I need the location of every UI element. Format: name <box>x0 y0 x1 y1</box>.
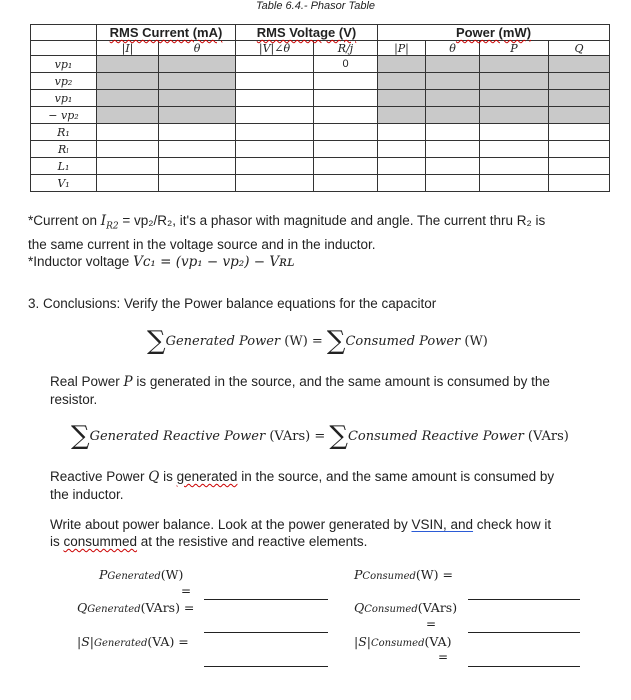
table-cell <box>426 124 480 141</box>
table-cell <box>159 141 236 158</box>
table-cell <box>549 175 610 192</box>
sum-symbol: ∑ <box>329 421 348 451</box>
table-cell <box>549 158 610 175</box>
table-cell <box>97 141 159 158</box>
table-cell <box>159 73 236 90</box>
write-about-paragraph <box>50 516 610 550</box>
table-cell <box>159 107 236 124</box>
row-label: − vp₂ <box>31 107 97 124</box>
para-text: is <box>159 469 177 484</box>
table-cell <box>236 175 314 192</box>
table-cell <box>97 107 159 124</box>
para-text: in the source, and the same amount is consumed by <box>237 469 555 484</box>
note-text: the same current in the voltage source and in the inductor. <box>28 236 376 252</box>
table-cell <box>236 90 314 107</box>
table-cell <box>159 175 236 192</box>
sub-header-power-mag: |P| <box>378 41 426 56</box>
answer-line[interactable] <box>204 632 328 633</box>
table-cell <box>159 158 236 175</box>
row-label: vp₁ <box>31 90 97 107</box>
sub-header-voltage-phasor: |V|∠θ <box>236 41 314 56</box>
table-cell <box>480 107 549 124</box>
table-cell <box>480 73 549 90</box>
answer-line[interactable] <box>468 632 580 633</box>
s-consumed-label: |S|Consumed(VA) <box>354 634 452 649</box>
table-cell <box>378 107 426 124</box>
sub-header-impedance: R/j <box>314 41 378 56</box>
table-cell <box>314 107 378 124</box>
table-cell <box>426 158 480 175</box>
table-cell <box>236 124 314 141</box>
para-text: the inductor. <box>50 487 124 502</box>
table-row <box>31 56 610 73</box>
table-cell: 0 <box>314 56 378 73</box>
table-cell <box>97 56 159 73</box>
table-cell <box>314 175 378 192</box>
answer-line[interactable] <box>468 666 580 667</box>
table-row <box>31 158 610 175</box>
table-cell <box>480 90 549 107</box>
power-balance-equation <box>147 326 488 356</box>
row-label: vp₂ <box>31 73 97 90</box>
sum-symbol: ∑ <box>326 326 346 356</box>
table-cell <box>97 175 159 192</box>
para-text: is <box>50 534 64 549</box>
sum-symbol: ∑ <box>71 421 90 451</box>
table-cell <box>314 158 378 175</box>
table-row <box>31 175 610 192</box>
sub-header-power-angle: θ <box>426 41 480 56</box>
table-caption: Table 6.4.- Phasor Table <box>255 0 376 12</box>
table-cell <box>378 73 426 90</box>
sub-header-current-mag: |I| <box>97 41 159 56</box>
table-cell <box>378 141 426 158</box>
table-row <box>31 141 610 158</box>
spellcheck-word: consummed <box>63 534 138 549</box>
para-text: resistor. <box>50 392 98 407</box>
eq-right: Consumed Reactive Power <box>347 429 524 444</box>
eq-right-unit: (W) <box>460 334 488 349</box>
answer-line[interactable] <box>468 599 580 600</box>
table-cell <box>236 73 314 90</box>
table-cell <box>549 141 610 158</box>
para-text: is generated in the source, and the same amount is consumed by the <box>132 374 550 389</box>
sum-symbol: ∑ <box>147 326 166 356</box>
table-cell <box>314 90 378 107</box>
para-text: Real Power <box>50 374 124 389</box>
table-cell <box>159 124 236 141</box>
table-cell <box>159 90 236 107</box>
table-cell <box>426 175 480 192</box>
q-generated-label: QGenerated(VArs) = <box>77 600 195 615</box>
table-cell <box>549 73 610 90</box>
table-cell <box>236 141 314 158</box>
answer-line[interactable] <box>204 599 328 600</box>
eq-left-unit: (W) = <box>280 334 327 349</box>
grammar-flag: VSIN, and <box>411 517 474 532</box>
table-cell <box>549 56 610 73</box>
table-row <box>31 124 610 141</box>
note-text: = vp₂/R₂, it's a phasor with magnitude and angle. The current thru R₂ is <box>118 213 546 228</box>
para-text: Reactive Power <box>50 469 149 484</box>
para-text: check how it <box>473 517 552 532</box>
table-cell <box>314 124 378 141</box>
eq-right: Consumed Power <box>345 334 461 349</box>
row-label: Rₗ <box>31 141 97 158</box>
table-cell <box>426 141 480 158</box>
table-cell <box>426 56 480 73</box>
table-cell <box>97 124 159 141</box>
table-cell <box>480 56 549 73</box>
para-text: at the resistive and reactive elements. <box>137 534 368 549</box>
table-cell <box>426 73 480 90</box>
sub-header-row <box>31 41 610 56</box>
para-text: Write about power balance. Look at the power generated by <box>50 517 412 532</box>
table-cell <box>549 90 610 107</box>
row-label: R₁ <box>31 124 97 141</box>
table-cell <box>159 56 236 73</box>
spellcheck-word: generated <box>176 469 238 484</box>
row-label: V₁ <box>31 175 97 192</box>
para-var: P <box>123 374 133 390</box>
table-cell <box>480 175 549 192</box>
table-cell <box>549 124 610 141</box>
table-cell <box>378 124 426 141</box>
row-label: vp₁ <box>31 56 97 73</box>
table-cell <box>378 90 426 107</box>
answer-line[interactable] <box>204 666 328 667</box>
sub-header-real-power: P <box>480 41 549 56</box>
reactive-power-paragraph <box>50 468 610 503</box>
sub-header-current-angle: θ <box>159 41 236 56</box>
table-cell <box>236 158 314 175</box>
inductor-voltage-expr: Vᴄ₁ = (vp₁ − vp₂) − Vʀʟ <box>133 253 295 270</box>
table-cell <box>480 141 549 158</box>
table-cell <box>378 158 426 175</box>
table-cell <box>378 56 426 73</box>
table-row <box>31 73 610 90</box>
header-rms-voltage: RMS Voltage (V) <box>236 25 378 41</box>
table-cell <box>236 107 314 124</box>
note-var: I <box>100 213 107 229</box>
table-cell <box>97 90 159 107</box>
note-sub: R2 <box>106 221 119 232</box>
table-cell <box>549 107 610 124</box>
table-cell <box>314 73 378 90</box>
header-rms-current: RMS Current (mA) <box>97 25 236 41</box>
table-cell <box>97 73 159 90</box>
p-consumed-label: PConsumed(W) = <box>354 567 453 582</box>
table-cell <box>97 158 159 175</box>
note-text: *Current on <box>28 213 101 228</box>
current-note <box>28 212 608 271</box>
eq-left: Generated Power <box>165 334 281 349</box>
q-consumed-label: QConsumed(VArs) <box>354 600 458 615</box>
table-cell <box>314 141 378 158</box>
eq-left-unit: (VArs) = <box>265 429 330 444</box>
table-cell <box>426 90 480 107</box>
table-cell <box>236 56 314 73</box>
phasor-table <box>30 24 610 192</box>
row-label: L₁ <box>31 158 97 175</box>
table-row <box>31 107 610 124</box>
reactive-balance-equation <box>71 421 569 451</box>
s-generated-label: |S|Generated(VA) = <box>77 634 189 649</box>
equals-sign: = <box>426 617 437 631</box>
real-power-paragraph <box>50 373 610 408</box>
table-cell <box>480 124 549 141</box>
eq-left: Generated Reactive Power <box>89 429 266 444</box>
eq-right-unit: (VArs) <box>523 429 569 444</box>
equals-sign: = <box>181 584 192 598</box>
p-generated-label: PGenerated(W) <box>99 567 184 582</box>
equals-sign: = <box>438 650 449 664</box>
header-empty <box>31 25 97 41</box>
header-power: Power (mW) <box>378 25 610 41</box>
note-text: *Inductor voltage <box>28 253 134 269</box>
para-var: Q <box>148 469 160 485</box>
table-cell <box>480 158 549 175</box>
table-row <box>31 90 610 107</box>
sub-header-reactive-power: Q <box>549 41 610 56</box>
table-cell <box>426 107 480 124</box>
table-cell <box>378 175 426 192</box>
group-header-row <box>31 25 610 41</box>
conclusions-heading: 3. Conclusions: Verify the Power balance equations for the capacitor <box>28 296 437 311</box>
sub-header-empty <box>31 41 97 56</box>
